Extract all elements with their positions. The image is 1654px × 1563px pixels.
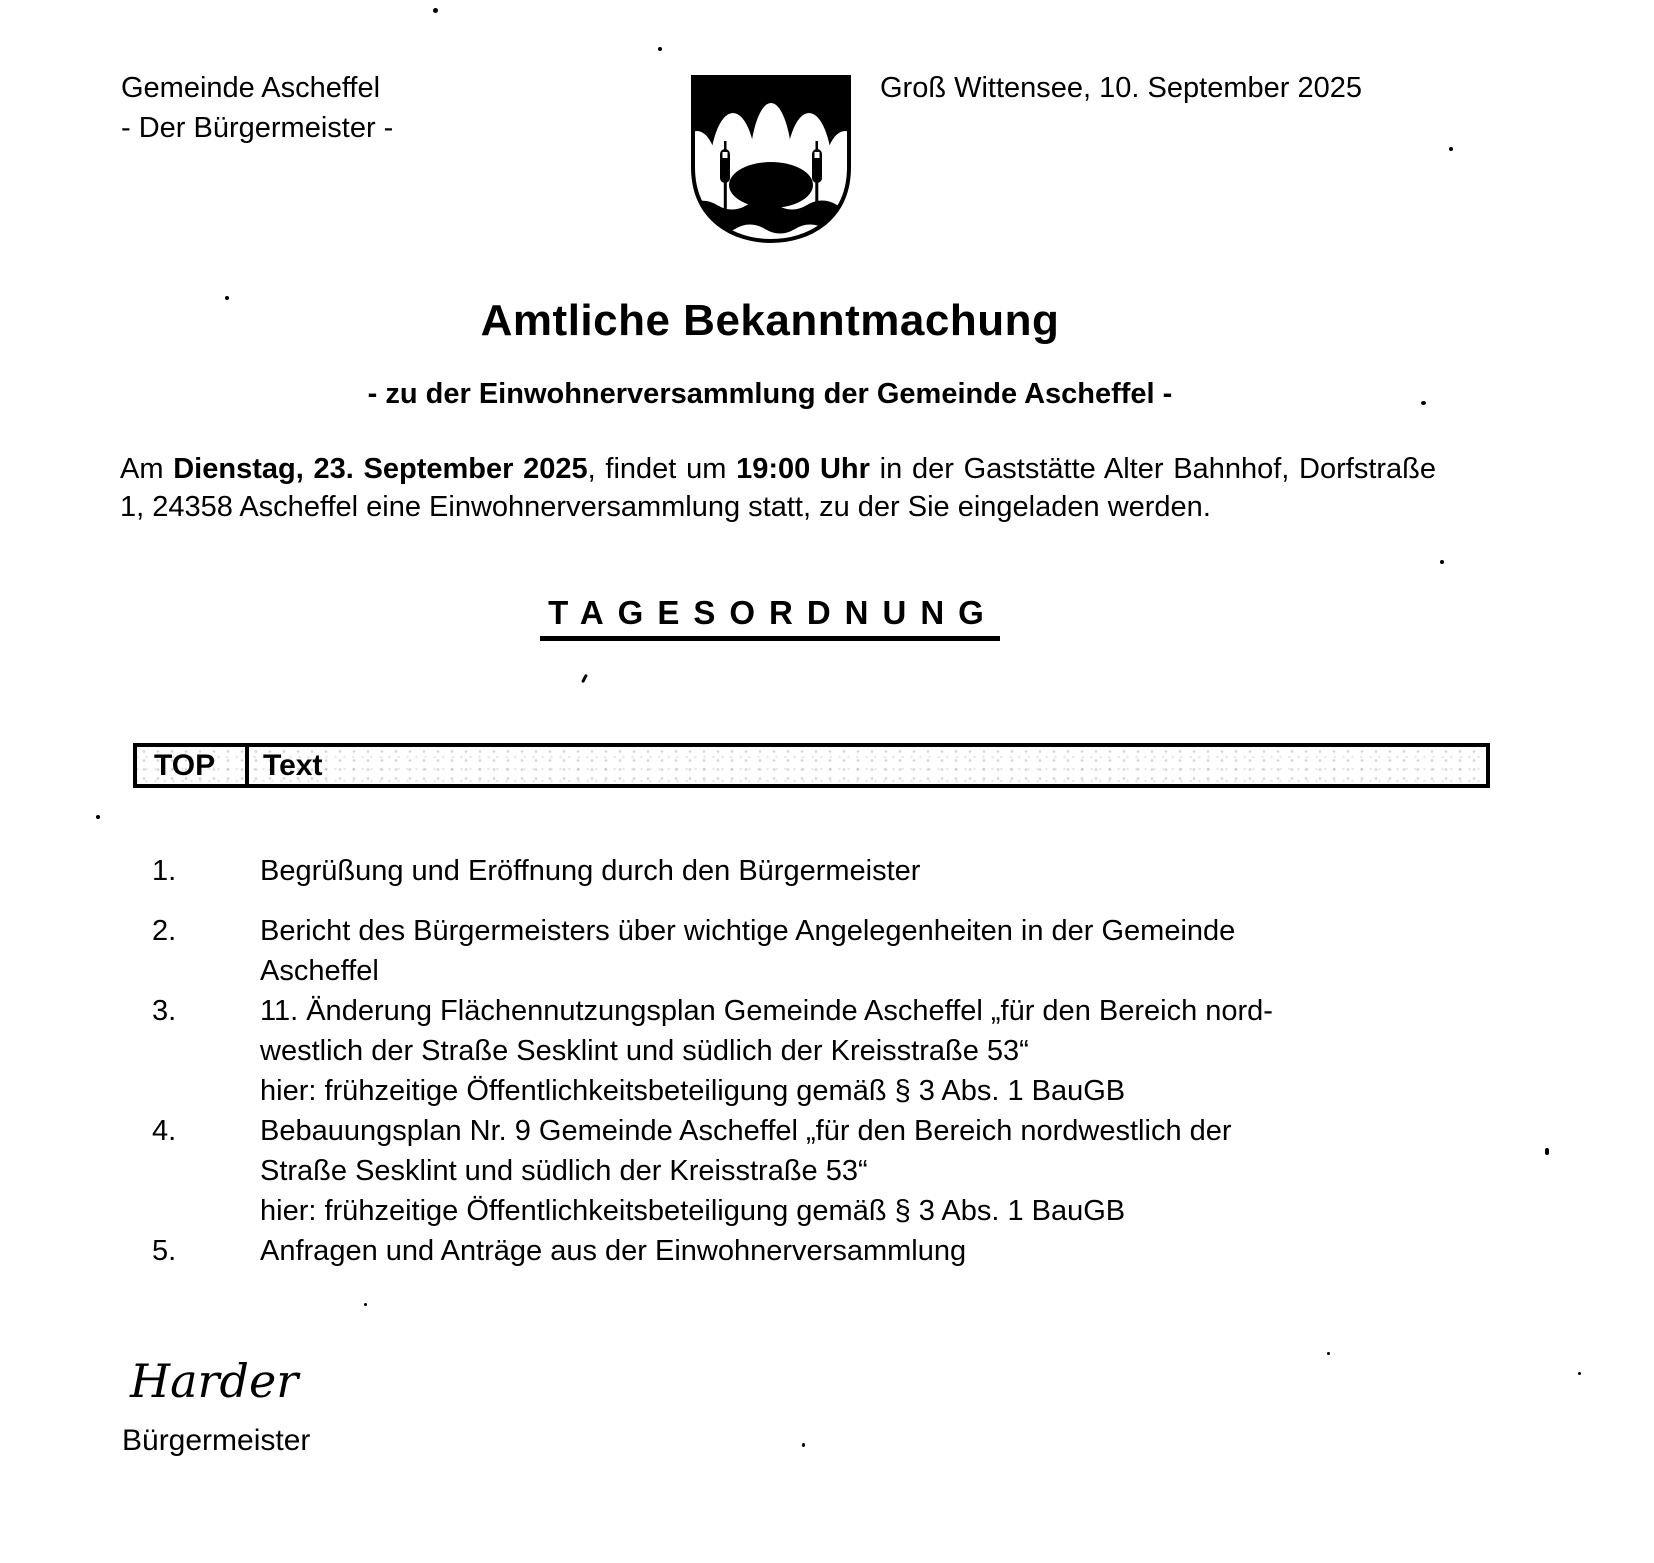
agenda-item-line: Anfragen und Anträge aus der Einwohnerversammlung — [260, 1235, 967, 1267]
agenda-item-line: hier: frühzeitige Öffentlichkeitsbeteiligung gemäß § 3 Abs. 1 BauGB — [260, 1075, 1126, 1107]
signature-role: Bürgermeister — [122, 1424, 311, 1457]
intro-text-middle: , findet um — [587, 453, 737, 485]
agenda-table-header — [133, 743, 1490, 788]
place-date-line: Groß Wittensee, 10. September 2025 — [880, 72, 1362, 104]
agenda-item-line: hier: frühzeitige Öffentlichkeitsbeteiligung gemäß § 3 Abs. 1 BauGB — [260, 1195, 1126, 1227]
invitation-paragraph — [120, 450, 1436, 526]
agenda-item-1 — [152, 851, 1273, 891]
agenda-list — [152, 851, 1273, 1271]
agenda-item-line: Straße Sesklint und südlich der Kreisstraße 53“ — [260, 1155, 868, 1187]
agenda-item-line: westlich der Straße Sesklint und südlich der Kreisstraße 53“ — [260, 1035, 1029, 1067]
agenda-item-line: Bericht des Bürgermeisters über wichtige Angelegenheiten in der Gemeinde — [260, 915, 1236, 947]
intro-text-prefix: Am — [120, 453, 174, 485]
agenda-item-line: Bebauungsplan Nr. 9 Gemeinde Ascheffel „für den Bereich nordwestlich der — [260, 1115, 1232, 1147]
scan-speck — [1449, 147, 1453, 151]
scan-speck — [364, 1303, 367, 1306]
agenda-item-text — [260, 1111, 1232, 1231]
document-subtitle: - zu der Einwohnerversammlung der Gemeinde Ascheffel - — [367, 378, 1173, 410]
intro-text-suffix: in der Gaststätte Alter Bahnhof, Dorfstraße 1, 24358 Ascheffel eine Einwohnerversammlung statt, zu der Sie eingeladen werden. — [120, 453, 1437, 523]
scan-speck — [1421, 401, 1426, 405]
intro-date: Dienstag, 23. September 2025 — [173, 453, 588, 485]
agenda-item-text — [260, 851, 920, 891]
agenda-item-2 — [152, 911, 1273, 991]
scan-speck — [1327, 1352, 1330, 1355]
scan-speck — [581, 674, 588, 683]
sender-municipality: Gemeinde Ascheffel — [121, 72, 381, 104]
document-title: Amtliche Bekanntmachung — [480, 296, 1060, 345]
signature-name: Harder — [130, 1354, 299, 1408]
agenda-item-number: 2. — [152, 915, 177, 947]
agenda-item-text — [260, 1231, 966, 1271]
agenda-item-4 — [152, 1111, 1273, 1231]
agenda-item-3 — [152, 991, 1273, 1111]
scan-speck — [1545, 1148, 1549, 1155]
agenda-item-number: 5. — [152, 1235, 177, 1267]
agenda-item-line: Ascheffel — [260, 955, 379, 987]
agenda-item-number: 4. — [152, 1115, 177, 1147]
municipal-coat-of-arms-icon — [687, 73, 855, 245]
agenda-heading-row — [120, 594, 1420, 641]
intro-time: 19:00 Uhr — [736, 453, 870, 485]
agenda-item-text — [260, 911, 1235, 991]
agenda-heading: TAGESORDNUNG — [540, 594, 1000, 641]
agenda-item-number: 3. — [152, 995, 177, 1027]
table-header-top: TOP — [137, 747, 249, 784]
scan-speck — [225, 296, 229, 300]
scan-speck — [802, 1443, 805, 1447]
scan-speck — [658, 47, 662, 51]
table-header-text: Text — [263, 748, 323, 782]
agenda-item-line: 11. Änderung Flächennutzungsplan Gemeinde Ascheffel „für den Bereich nord- — [260, 995, 1273, 1027]
scan-speck — [96, 815, 100, 819]
sender-office: - Der Bürgermeister - — [121, 112, 394, 144]
scan-speck — [1578, 1372, 1581, 1375]
scan-speck — [1440, 560, 1444, 564]
scan-speck — [433, 8, 438, 13]
agenda-item-number: 1. — [152, 855, 177, 887]
agenda-item-line: Begrüßung und Eröffnung durch den Bürgermeister — [260, 855, 921, 887]
agenda-item-text — [260, 991, 1273, 1111]
sender-block — [121, 68, 393, 148]
agenda-item-5 — [152, 1231, 1273, 1271]
